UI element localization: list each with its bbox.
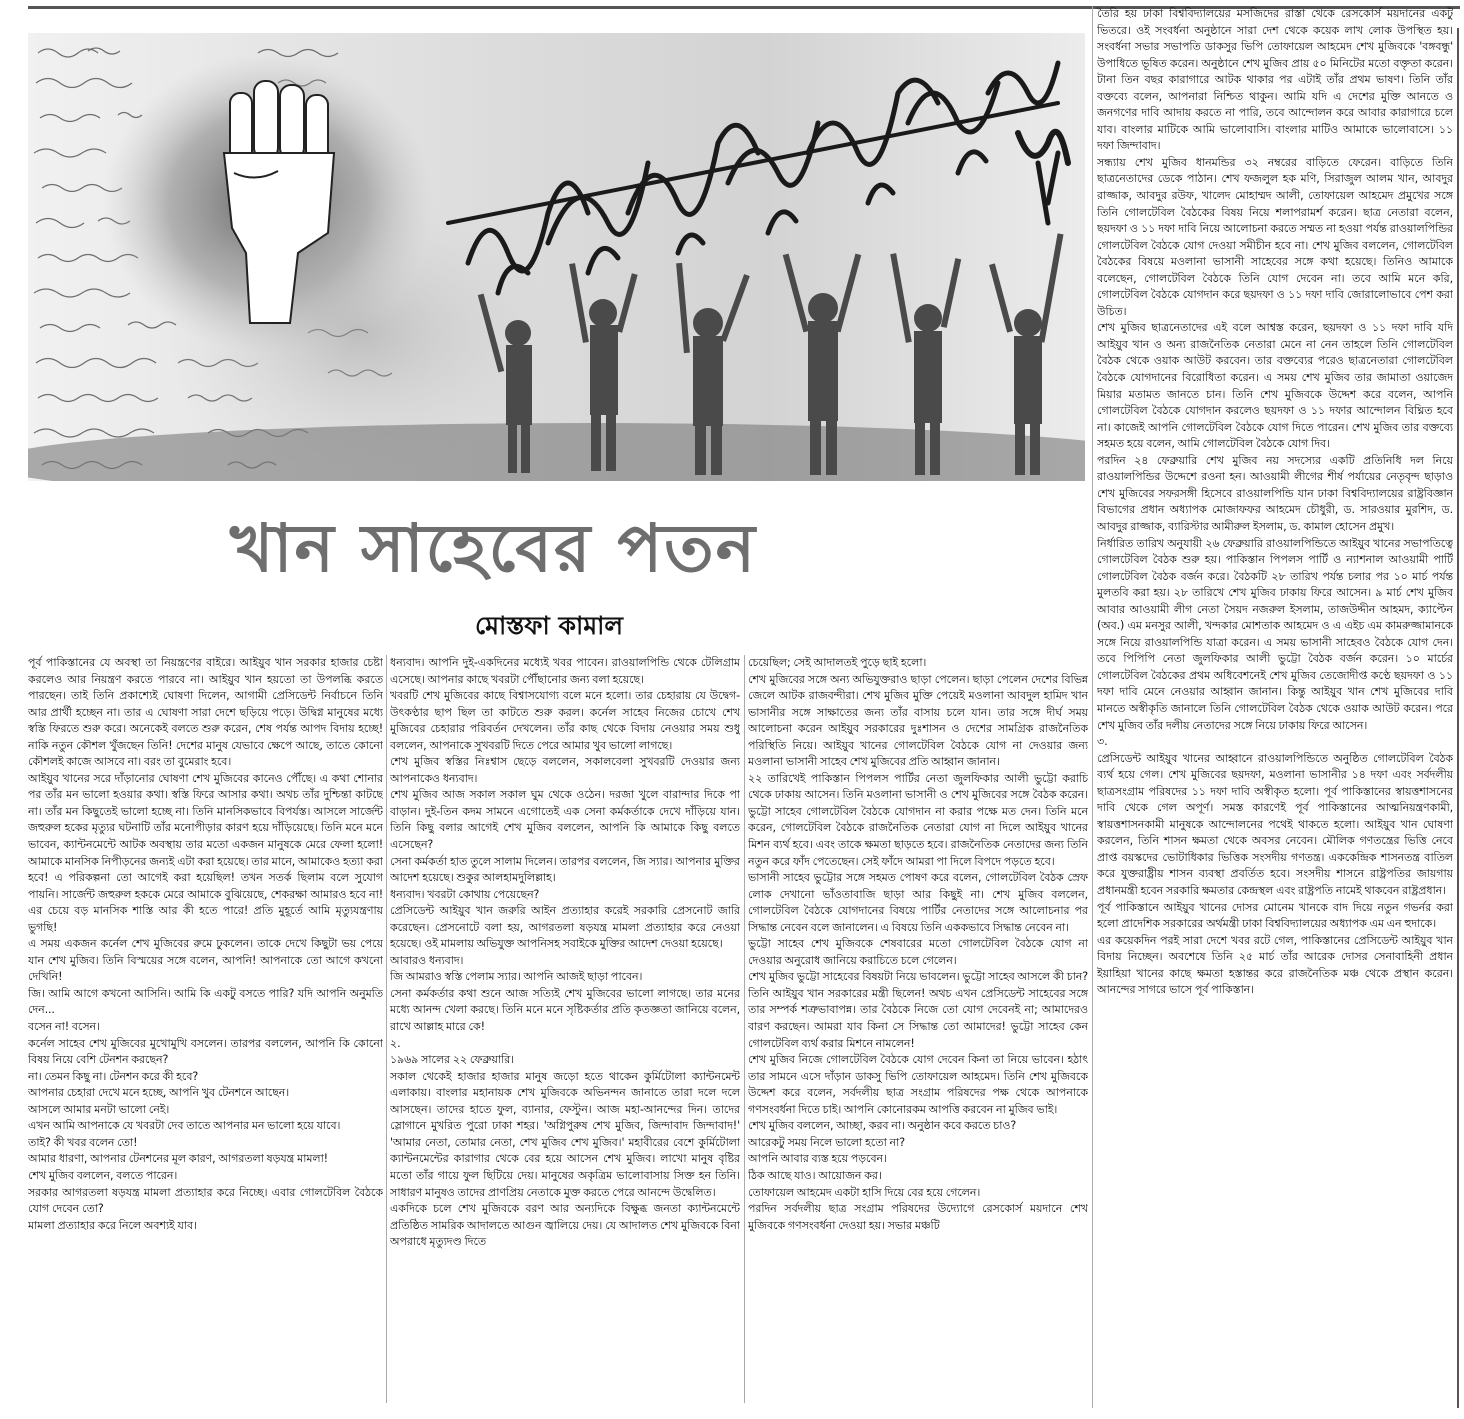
paragraph: মামলা প্রত্যাহার করে নিলে অবশ্যই যাব।: [28, 1218, 197, 1232]
paragraph: না। তেমন কিছু না। টেনশন করে কী হবে?: [28, 1069, 199, 1083]
paragraph: আরেকটু সময় নিলে ভালো হতো না?: [748, 1135, 905, 1149]
section-number: ২.: [390, 1036, 401, 1050]
column-divider: [744, 655, 745, 1403]
dateline: ১৯৬৯ সালের ২২ ফেব্রুয়ারি।: [390, 1053, 514, 1067]
paragraph: তোফায়েল আহমেদ একটা হাসি দিয়ে বের হয়ে গেলেন।: [748, 1185, 981, 1199]
paragraph: ধন্যবাদ। খবরটা কোথায় পেয়েছেন?: [390, 887, 540, 901]
paragraph: শেখ মুজিব ছাত্রনেতাদের এই বলে আশ্বস্ত করেন, ছয়দফা ও ১১ দফা দাবি যদি আইয়ুব খান ও অন্য রাজনৈতিক নেতারা মেনে না নেন তাহলে তিনি গোলটেবিল বৈঠক থেকে ওয়াক আউট করবেন। তার বক্তব্যের পরেও ছাত্রনেতারা গোলটেবিল বৈঠকে যোগদানের বিরোধিতা করেন। এ সময় শেখ মুজিব তার জামাতা ওয়াজেদ মিয়ার মতামত জানতে চান। তিনি শেখ মুজিবকে উদ্দেশ করে বলেন, আপনি গোলটেবিল বৈঠকে যোগদান করলেও ছয়দফা ও ১১ দফার আন্দোলন বিঘ্নিত হবে না। কাজেই আপনি গোলটেবিল বৈঠকে যোগ দিতে পারেন। শেখ মুজিব তার বক্তব্যে সহমত হয়ে বলেন, আমি গোলটেবিল বৈঠকে যোগ দিব।: [1097, 321, 1453, 451]
paragraph: প্রেসিডেন্ট আইয়ুব খান জরুরি আইন প্রত্যাহার করেই সরকারি প্রেসনোট জারি করেছেন। প্রেসনোটে বলা হয়, আগরতলা ষড়যন্ত্র মামলা প্রত্যাহার করে নেওয়া হয়েছে। ওই মামলায় অভিযুক্ত আপনিসহ সবাইকে মুক্তির আদেশ দেওয়া হয়েছে।: [390, 904, 740, 951]
paragraph: শেখ মুজিব আজ সকাল সকাল ঘুম থেকে ওঠেন। দরজা খুলে বারান্দার দিকে পা বাড়ান। দুই-তিন কদম সামনে এগোতেই এক সেনা কর্মকর্তাকে দেখে দাঁড়িয়ে যান। তিনি কিছু বলার আগেই শেখ মুজিব বললেন, আপনি কি আমাকে কিছু বলতে এসেছেন?: [390, 788, 740, 852]
paragraph: শেখ মুজিবের সঙ্গে অন্য অভিযুক্তরাও ছাড়া পেলেন। ছাড়া পেলেন দেশের বিভিন্ন জেলে আটক রাজবন্দীরা। শেখ মুজিব মুক্তি পেয়েই মওলানা আবদুল হামিদ খান ভাসানীর সঙ্গে সাক্ষাতের জন্য তাঁর বাসায় চলে যান। তার সঙ্গে দীর্ঘ সময় আলোচনা করেন আইয়ুব সরকারের দুঃশাসন ও দেশের সামগ্রিক রাজনৈতিক পরিস্থিতি নিয়ে। আইয়ুব খানের গোলটেবিল বৈঠকে যোগ না দেওয়ার জন্য মওলানা ভাসানী সাহেব শেখ মুজিবের প্রতি আহ্বান জানান।: [748, 672, 1088, 769]
paragraph: ধন্যবাদ। আপনি দুই-একদিনের মধ্যেই খবর পাবেন। রাওয়ালপিন্ডি থেকে টেলিগ্রাম এসেছে। আপনার কাছে খবরটা পৌঁছানোর জন্য বলা হয়েছে।: [390, 656, 740, 686]
paragraph: পূর্ব পাকিস্তানে আইয়ুব খানের দোসর মোনেম খানকে বাদ দিয়ে নতুন গভর্নর করা হলো প্রাদেশিক সরকারের অর্থমন্ত্রী ঢাকা বিশ্ববিদ্যালয়ের অধ্যাপক এম এন হুদাকে।: [1097, 900, 1453, 931]
paragraph: পরদিন সর্বদলীয় ছাত্র সংগ্রাম পরিষদের উদ্যোগে রেসকোর্স ময়দানে শেখ মুজিবকে গণসংবর্ধনা দেওয়া হয়। সভার মঞ্চটি: [748, 1202, 1088, 1232]
paragraph: শেখ মুজিব বললেন, বলতে পারেন।: [28, 1168, 178, 1182]
paragraph: সন্ধ্যায় শেখ মুজিব ধানমন্ডির ৩২ নম্বরের বাড়িতে ফেরেন। বাড়িতে তিনি ছাত্রনেতাদের ডেকে পাঠান। শেখ ফজলুল হক মণি, সিরাজুল আলম খান, আবদুর রাজ্জাক, আবদুর রউফ, খালেদ মোহাম্মদ আলী, তোফায়েল আহমেদ প্রমুখের সঙ্গে তিনি গোলটেবিল বৈঠকের বিষয় নিয়ে শলাপরামর্শ করেন। ছাত্র নেতারা বলেন, ছয়দফা ও ১১ দফা দাবি নিয়ে আলোচনা করতে সম্মত না হওয়া পর্যন্ত রাওয়ালপিন্ডির গোলটেবিল বৈঠকে যোগ দেওয়া সমীচীন হবে না। শেখ মুজিব বললেন, গোলটেবিল বৈঠকের বিষয়ে মওলানা ভাসানী সাহেবের সঙ্গে কথা হয়েছে। তিনিও আমাকে বলেছেন, গোলটেবিল বৈঠকে তিনি যোগ দেবেন না। তবে আমি মনে করি, গোলটেবিল বৈঠকে যোগদান করে ছয়দফা ও ১১ দফা দাবি জোরালোভাবে পেশ করা উচিত।: [1097, 155, 1453, 318]
paragraph: খবরটি শেখ মুজিবের কাছে বিশ্বাসযোগ্য বলে মনে হলো। তার চেহারায় যে উদ্বেগ-উৎকণ্ঠার ছাপ ছিল তা কাটতে শুরু করল। কর্নেল সাহেব নিজের চোখে শেখ মুজিবের চেহারার পরিবর্তন দেখলেন। তাঁর কাছ থেকে বিদায় নেওয়ার সময় শুধু বললেন, আপনাকে সুখবরটি দিতে পেরে আমার খুব ভালো লাগছে।: [390, 689, 740, 752]
article-column-1: [28, 655, 383, 1405]
article-column-4: [1097, 6, 1453, 1408]
column-divider: [1092, 6, 1093, 1408]
paragraph: আবারও ধন্যবাদ।: [390, 953, 464, 967]
article-column-3: [748, 655, 1088, 1405]
paragraph: জি। আমি আগে কখনো আসিনি। আমি কি একটু বসতে পারি? যদি আপনি অনুমতি দেন...: [28, 986, 383, 1017]
paragraph: সকাল থেকেই হাজার হাজার মানুষ জড়ো হতে থাকেন কুর্মিটোলা ক্যান্টনমেন্ট এলাকায়। বাংলার মহানায়ক শেখ মুজিবকে অভিনন্দন জানাতে তারা দলে দলে আসছেন। তাদের হাতে ফুল, ব্যানার, ফেস্টুন। আজ মহা-আনন্দের দিন। তাদের স্লোগানে মুখরিত পুরো ঢাকা শহর। 'অগ্নিপুরুষ শেখ মুজিব, জিন্দাবাদ জিন্দাবাদ!' 'আমার নেতা, তোমার নেতা, শেখ মুজিব শেখ মুজিব।' মহাবীরের বেশে কুর্মিটোলা ক্যান্টনমেন্টের কারাগার থেকে বের হয়ে আসেন শেখ মুজিব। লাখো মানুষ বৃষ্টির মতো তাঁর গায়ে ফুল ছিটিয়ে দেয়। মানুষের অকৃত্রিম ভালোবাসায় সিক্ত হন তিনি। সাধারণ মানুষও তাদের প্রাণপ্রিয় নেতাকে মুক্ত করতে পেরে আনন্দে উদ্বেলিত।: [390, 1069, 740, 1199]
calligraphy-strokes: [448, 63, 1068, 293]
paragraph: তাই? কী খবর বলেন তো!: [28, 1135, 138, 1149]
paragraph: এখন আমি আপনাকে যে খবরটা দেব তাতে আপনার মন ভালো হয়ে যাবে।: [28, 1119, 341, 1133]
column-divider: [386, 655, 387, 1403]
paragraph: আপনার চেহারা দেখে মনে হচ্ছে, আপনি খুব টেনশনে আছেন।: [28, 1086, 290, 1100]
paragraph: ভাসানী সাহেব ভুট্টোর সঙ্গে সহমত পোষণ করে বলেন, গোলটেবিল বৈঠক স্রেফ লোক দেখানো ভাঁওতাবাজি ছাড়া আর কিছুই না। শেখ মুজিব বললেন, গোলটেবিল বৈঠকে যোগদানের বিষয়ে পার্টির নেতাদের সঙ্গে আলোচনার পর সিদ্ধান্ত নেবেন বলে জানালেন। এ বিষয়ে তিনি এককভাবে সিদ্ধান্ত নেবেন না।: [748, 871, 1088, 934]
paragraph: ২২ তারিখেই পাকিস্তান পিপলস পার্টির নেতা জুলফিকার আলী ভুট্টো করাচি থেকে ঢাকায় আসেন। তিনি মওলানা ভাসানী ও শেখ মুজিবের সঙ্গে বৈঠক করেন। ভুট্টো সাহেব গোলটেবিল বৈঠকে যোগদান না করার পক্ষে মত দেন। তিনি মনে করেন, গোলটেবিল বৈঠকে রাজনৈতিক নেতারা যোগ না দিলে আইয়ুব খানের মিশন ব্যর্থ হবে। এবং তাকে ক্ষমতা ছাড়তে হবে। রাজনৈতিক নেতাদের জন্য তিনি নতুন করে ফাঁদ পেতেছেন। সেই ফাঁদে আমরা পা দিলে বিপদে পড়তে হবে।: [748, 771, 1088, 868]
paragraph: শেখ মুজিব নিজে গোলটেবিল বৈঠকে যোগ দেবেন কিনা তা নিয়ে ভাবেন। হঠাৎ তার সামনে এসে দাঁড়ান ডাকসু ভিপি তোফায়েল আহমেদ। তিনি শেখ মুজিবকে উদ্দেশ করে বলেন, সর্বদলীয় ছাত্র সংগ্রাম পরিষদের পক্ষ থেকে আপনাকে গণসংবর্ধনা দিতে চাই। আপনি কোনোরকম আপত্তি করবেন না মুজিব ভাই।: [748, 1053, 1088, 1116]
byline-author: মোস্তফা কামাল: [475, 611, 623, 640]
hero-illustration: [28, 33, 1085, 481]
paragraph: কর্নেল সাহেব শেখ মুজিবের মুখোমুখি বসলেন। তারপর বললেন, আপনি কি কোনো বিষয় নিয়ে বেশি টেনশন করছেন?: [28, 1036, 383, 1067]
paragraph: তৈরি হয় ঢাকা বিশ্ববিদ্যালয়ের মসজিদের রাস্তা থেকে রেসকোর্স ময়দানের একটু ভিতরে। ওই সংবর্ধনা অনুষ্ঠানে সারা দেশ থেকে কয়েক লাখ লোক উপস্থিত হয়। সংবর্ধনা সভার সভাপতি ডাকসুর ভিপি তোফায়েল আহমেদ শেখ মুজিবকে 'বঙ্গবন্ধু' উপাধিতে ভূষিত করেন। অনুষ্ঠানে শেখ মুজিব প্রায় ৫০ মিনিটের মতো বক্তৃতা করেন। টানা তিন বছর কারাগারে আটক থাকার পর এটাই তাঁর প্রথম ভাষণ। তিনি তাঁর বক্তব্যে বলেন, আপনারা নিশ্চিত থাকুন। আমি যদি এ দেশের মুক্তি আনতে ও জনগণের দাবি আদায় করতে না পারি, তবে আন্দোলন করে আবার কারাগারে চলে যাব। বাংলার মাটিকে আমি ভালোবাসি। বাংলার মাটিও আমাকে ভালোবাসে। ১১ দফা জিন্দাবাদ।: [1097, 7, 1453, 153]
illustration-svg: [28, 33, 1085, 481]
paragraph: বসেন না! বসেন।: [28, 1020, 100, 1034]
paragraph: চেয়েছিল; সেই আদালতই পুড়ে ছাই হলো।: [748, 656, 927, 669]
section-number: ৩.: [1097, 735, 1108, 749]
right-rule: [1457, 28, 1459, 1408]
paragraph: নির্ধারিত তারিখ অনুযায়ী ২৬ ফেব্রুয়ারি রাওয়ালপিন্ডিতে আইয়ুব খানের সভাপতিত্বে গোলটেবিল বৈঠক শুরু হয়। পাকিস্তান পিপলস পার্টি ও ন্যাশনাল আওয়ামী পার্টি গোলটেবিল বৈঠক বর্জন করে। বৈঠকটি ২৮ তারিখ পর্যন্ত চলার পর ১০ মার্চ পর্যন্ত মুলতবি করা হয়। ২৮ তারিখে শেখ মুজিব ঢাকায় ফিরে আসেন। ৯ মার্চ শেখ মুজিব আবার আওয়ামী লীগ নেতা সৈয়দ নজরুল ইসলাম, তাজউদ্দীন আহমদ, ক্যাপ্টেন (অব.) এম মনসুর আলী, খন্দকার মোশতাক আহমেদ ও এ এইচ এম কামরুজ্জামানকে সঙ্গে নিয়ে রাওয়ালপিন্ডি যাত্রা করেন। এ সময় ভাসানী সাহেবও বৈঠকে যোগ দেন। তবে পিপিপি নেতা জুলফিকার আলী ভুট্টো বৈঠক বর্জন করেন। ১০ মার্চের গোলটেবিল বৈঠকের প্রথম অধিবেশনেই শেখ মুজিব তেজোদীপ্ত কণ্ঠে ছয়দফা ও ১১ দফা দাবি মেনে নেওয়ার আহ্বান জানান। কিন্তু আইয়ুব খান শেখ মুজিবের দাবি মানতে অস্বীকৃতি জানালে তিনি গোলটেবিল বৈঠক থেকে ওয়াক আউট করেন। পরে শেখ মুজিব তাঁর দলীয় নেতাদের সঙ্গে নিয়ে ঢাকায় ফিরে আসেন।: [1097, 536, 1453, 732]
paragraph: পূর্ব পাকিস্তানের যে অবস্থা তা নিয়ন্ত্রণের বাইরে। আইয়ুব খান সরকার হাজার চেষ্টা করলেও আর নিয়ন্ত্রণ করতে পারবে না। আইয়ুব খান হয়তো তা উপলব্ধি করতে পারছেন। তাই তিনি প্রকাশ্যেই ঘোষণা দিলেন, আগামী প্রেসিডেন্ট নির্বাচনে তিনি আর প্রার্থী হচ্ছেন না। তার এ ঘোষণা সারা দেশে ছড়িয়ে পড়ে। উদ্বিগ্ন মানুষের মধ্যে স্বস্তি ফিরতে শুরু করে। অনেকেই বলতে শুরু করেন, শেষ পর্যন্ত আপদ বিদায় হচ্ছে! নাকি নতুন কৌশল খুঁজছেন তিনি! দেশের মানুষ যেভাবে ক্ষেপে আছে, তাতে কোনো কৌশলই কাজে আসবে না। বরং তা বুমেরাং হবে।: [28, 656, 383, 769]
paragraph: শেখ মুজিব স্বস্তির নিঃশ্বাস ছেড়ে বললেন, সকালবেলা সুখবরটি দেওয়ার জন্য আপনাকেও ধন্যবাদ।: [390, 755, 740, 785]
headline: খান সাহেবের পতন: [230, 509, 758, 587]
paragraph: এর কয়েকদিন পরই সারা দেশে খবর রটে গেল, পাকিস্তানের প্রেসিডেন্ট আইয়ুব খান বিদায় নিচ্ছেন। অবশেষে তিনি ২৫ মার্চ তাঁর আরেক দোসর সেনাবাহিনী প্রধান ইয়াহিয়া খানের কাছে ক্ষমতা হস্তান্তর করে রাজনৈতিক মঞ্চ থেকে প্রস্থান করেন। আনন্দের সাগরে ভাসে পূর্ব পাকিস্তান।: [1097, 933, 1453, 997]
paragraph: সরকার আগরতলা ষড়যন্ত্র মামলা প্রত্যাহার করে নিচ্ছে। এবার গোলটেবিল বৈঠকে যোগ দেবেন তো?: [28, 1185, 383, 1216]
paragraph: আমার ধারণা, আপনার টেনশনের মূল কারণ, আগরতলা ষড়যন্ত্র মামলা!: [28, 1152, 328, 1166]
article-column-2: [390, 655, 740, 1405]
paragraph: শেখ মুজিব ভুট্টো সাহেবের বিষয়টা নিয়ে ভাবলেন। ভুট্টো সাহেব আসলে কী চান? তিনি আইয়ুব খান সরকারের মন্ত্রী ছিলেন! অথচ এখন প্রেসিডেন্ট সাহেবের সঙ্গে তার সম্পর্ক শত্রুভাবাপন্ন। তার বৈঠকে নিজে তো যোগ দেবেনই না; আমাদেরও বারণ করছেন। আমরা যাব কিনা সে সিদ্ধান্ত তো আমাদের! ভুট্টো সাহেব কেন গোলটেবিল ব্যর্থ করার মিশনে নামলেন!: [748, 970, 1088, 1050]
paragraph: আসলে আমার মনটা ভালো নেই।: [28, 1102, 170, 1116]
paragraph: আপনি আবার ব্যস্ত হয়ে পড়বেন।: [748, 1152, 887, 1166]
paragraph: ভুট্টো সাহেব শেখ মুজিবকে শেষবারের মতো গোলটেবিল বৈঠকে যোগ না দেওয়ার অনুরোধ জানিয়ে করাচিতে চলে গেলেন।: [748, 937, 1088, 967]
paragraph: সেনা কর্মকর্তা হাত তুলে সালাম দিলেন। তারপর বললেন, জি স্যার। আপনার মুক্তির আদেশ হয়েছে। শুকুর আলহামদুলিল্লাহ।: [390, 854, 740, 885]
paragraph: শেখ মুজিব বললেন, আচ্ছা, করব না। অনুষ্ঠান কবে করতে চাও?: [748, 1119, 1017, 1133]
paragraph: সেনা কর্মকর্তার কথা শুনে আজ সত্যিই শেখ মুজিবের ভালো লাগছে। তার মনের মধ্যে আনন্দ খেলা করছে। তিনি মনে মনে সৃষ্টিকর্তার প্রতি কৃতজ্ঞতা জানিয়ে বলেন, রাখে আল্লাহ মারে কে!: [390, 986, 740, 1034]
paragraph: জি আমরাও স্বস্তি পেলাম স্যার। আপনি আজই ছাড়া পাবেন।: [390, 970, 643, 984]
paragraph: প্রেসিডেন্ট আইয়ুব খানের আহ্বানে রাওয়ালপিন্ডিতে অনুষ্ঠিত গোলটেবিল বৈঠক ব্যর্থ হয়ে গেল। শেখ মুজিবের ছয়দফা, মওলানা ভাসানীর ১৪ দফা এবং সর্বদলীয় ছাত্রসংগ্রাম পরিষদের ১১ দফা দাবি অস্বীকৃত হলো। পূর্ব পাকিস্তানের স্বায়ত্তশাসনের দাবি থেকে গেল অপূর্ণ। সমস্ত কারণেই পূর্ব পাকিস্তানের আত্মনিয়ন্ত্রণকামী, স্বায়ত্তশাসনকামী মানুষকে আন্দোলনের পথেই থাকতে হলো। আইয়ুব খান ঘোষণা করলেন, তিনি শাসন ক্ষমতা থেকে অবসর নেবেন। মৌলিক গণতন্ত্রের ভিত্তি নেবে প্রাপ্ত বয়স্কদের ভোটাধিকার ভিত্তিক সংসদীয় গণতন্ত্র। এককেন্দ্রিক শাসনতন্ত্র বাতিল করে যুক্তরাষ্ট্রীয় শাসন ব্যবস্থা প্রবর্তিত হবে। সংসদীয় শাসনে রাষ্ট্রপতির জায়গায় প্রধানমন্ত্রী হবেন সরকারি ক্ষমতার কেন্দ্রস্থল এবং রাষ্ট্রপতি নামেই থাকবেন রাষ্ট্রপ্রধান।: [1097, 751, 1453, 897]
paragraph: ঠিক আছে যাও। আয়োজন কর।: [748, 1168, 882, 1182]
paragraph: এ সময় একজন কর্নেল শেখ মুজিবের রুমে ঢুকলেন। তাকে দেখে কিছুটা ভয় পেয়ে যান শেখ মুজিব। তিনি বিস্ময়ের সঙ্গে বলেন, আপনি! আপনাকে তো আগে কখনো দেখিনি!: [28, 937, 383, 984]
paragraph: একদিকে চলে শেখ মুজিবকে বরণ আর অন্যদিকে বিক্ষুব্ধ জনতা ক্যান্টনমেন্টে প্রতিষ্ঠিত সামরিক আদালতে আগুন জ্বালিয়ে দেয়। যে আদালত শেখ মুজিবকে বিনা অপরাধে মৃত্যুদণ্ড দিতে: [390, 1202, 740, 1249]
paragraph: পরদিন ২৪ ফেব্রুয়ারি শেখ মুজিব নয় সদস্যের একটি প্রতিনিধি দল নিয়ে রাওয়ালপিন্ডির উদ্দেশে রওনা হন। আওয়ামী লীগের শীর্ষ পর্যায়ের নেতৃবৃন্দ ছাড়াও শেখ মুজিবের সফরসঙ্গী হিসেবে রাওয়ালপিন্ডি যান ঢাকা বিশ্ববিদ্যালয়ের রাষ্ট্রবিজ্ঞান বিভাগের প্রধান অধ্যাপক মোজাফফর আহমেদ চৌধুরী, ড. সারওয়ার মুরশিদ, ড. আবদুর রাজ্জাক, ব্যারিস্টার আমীরুল ইসলাম, ড. কামাল হোসেন প্রমুখ।: [1097, 453, 1453, 533]
paragraph: আইয়ুব খানের সরে দাঁড়ানোর ঘোষণা শেখ মুজিবের কানেও পৌঁছে। এ কথা শোনার পর তাঁর মন ভালো হওয়ার কথা। স্বস্তি ফিরে আসার কথা। অথচ তাঁর দুশ্চিন্তা কাটছে না। তাঁর মন কিছুতেই ভালো হচ্ছে না। তিনি মানসিকভাবে বিপর্যস্ত। আসলে সার্জেন্ট জহুরুল হকের মৃত্যুর ঘটনাটি তাঁর মনোপীড়ার কারণ হয়ে দাঁড়িয়েছে। তিনি মনে মনে ভাবেন, ক্যান্টনমেন্টে আটক অবস্থায় তার মতো একজন মানুষকে মেরে ফেলা হলো! আমাকে মানসিক নিপীড়নের জন্যই এটা করা হয়েছে। তার মানে, আমাকেও হত্যা করা হবে! এ পরিকল্পনা তো আগেই করা হয়েছিল! তখন সতর্ক ছিলাম বলে সুযোগ পায়নি। সার্জেন্ট জহুরুল হককে মেরে আমাকে বুঝিয়েছে, শেকরক্ষা আমারও হবে না! এর চেয়ে বড় মানসিক শাস্তি আর কী হতে পারে! প্রতি মুহূর্তে আমি মৃত্যুযন্ত্রণায় ভুগছি!: [28, 771, 383, 934]
